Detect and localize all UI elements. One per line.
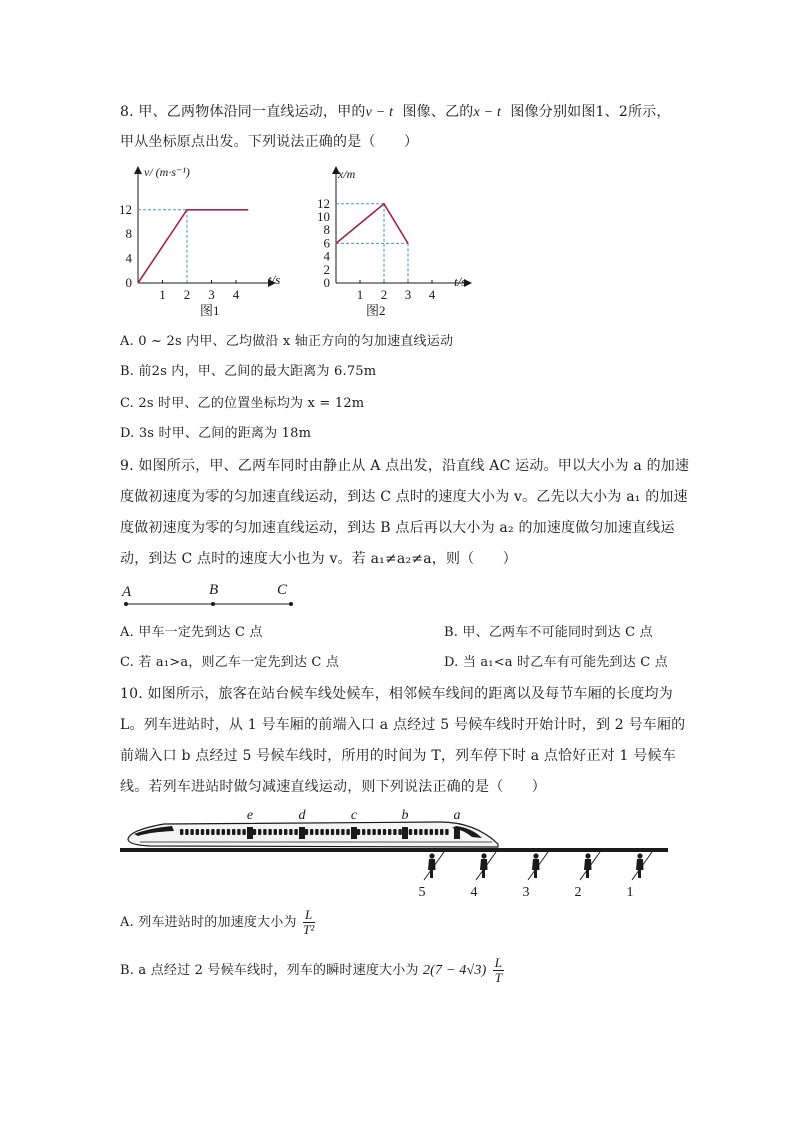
train-window-48 bbox=[430, 829, 433, 835]
train-window-9 bbox=[227, 829, 230, 835]
train-window-3 bbox=[196, 829, 199, 835]
q10-stem-line3: 前端入口 b 点经过 5 号候车线时，所用的时间为 T，列车停下时 a 点恰好正对 1 号候车 bbox=[120, 748, 676, 764]
railway-track bbox=[120, 848, 668, 852]
f1-x-tick-4: 4 bbox=[232, 287, 240, 302]
train-window-39 bbox=[383, 829, 386, 835]
q10-option-b-numerator: L bbox=[494, 955, 503, 970]
door-label-b: b bbox=[401, 808, 409, 823]
door-label-e: e bbox=[246, 808, 254, 823]
q9-stem-line1: 9. 如图所示，甲、乙两车同时由静止从 A 点出发，沿直线 AC 运动。甲以大小为 a 的加速 bbox=[120, 458, 690, 474]
q8-stem-start: 8. 甲、乙两物体沿同一直线运动，甲的 bbox=[120, 104, 366, 120]
train-window-40 bbox=[388, 829, 391, 835]
train-window-50 bbox=[440, 829, 443, 835]
q9-option-c: C. 若 a₁>a，则乙车一定先到达 C 点 bbox=[120, 655, 340, 670]
train-window-49 bbox=[435, 829, 438, 835]
q8-xt-symbol: x − t bbox=[473, 105, 502, 120]
train-window-2 bbox=[190, 829, 193, 835]
train-window-8 bbox=[222, 829, 225, 835]
train-window-42 bbox=[398, 829, 401, 835]
passenger-icon-4 bbox=[480, 853, 488, 878]
train-window-27 bbox=[320, 829, 323, 835]
train-window-51 bbox=[445, 829, 448, 835]
q8-stem-mid: 图像、乙的 bbox=[402, 104, 474, 120]
train-window-28 bbox=[326, 829, 329, 835]
q9-point-c bbox=[289, 602, 293, 606]
train-door-a bbox=[454, 827, 460, 839]
q10-option-a-text: A. 列车进站时的加速度大小为 bbox=[120, 915, 297, 930]
f1-x-tick-3: 3 bbox=[208, 287, 215, 302]
train-window-14 bbox=[253, 829, 256, 835]
q9-point-b bbox=[211, 602, 215, 606]
q9-point-a bbox=[124, 602, 128, 606]
train-door-e bbox=[247, 827, 253, 839]
q8-figure1 bbox=[112, 160, 292, 320]
train-window-31 bbox=[341, 829, 344, 835]
q9-option-d: D. 当 a₁<a 时乙车有可能先到达 C 点 bbox=[444, 655, 668, 670]
f1-y-tick-12: 12 bbox=[119, 201, 132, 217]
f2-x-tick-4: 4 bbox=[428, 287, 436, 302]
passenger-icon-1 bbox=[636, 853, 644, 878]
q10-option-a bbox=[120, 908, 317, 937]
f2-x-tick-1: 1 bbox=[356, 287, 364, 302]
q10-option-a-numerator: L bbox=[303, 908, 315, 923]
train-window-30 bbox=[336, 829, 339, 835]
q9-stem-line3: 度做初速度为零的匀加速直线运动，到达 B 点后再以大小为 a₂ 的加速度做匀加速直线运 bbox=[120, 520, 675, 536]
f2-y-tick-10: 10 bbox=[317, 209, 330, 224]
train-window-21 bbox=[289, 829, 292, 835]
fig1-data-line bbox=[138, 210, 248, 283]
train-window-22 bbox=[294, 829, 297, 835]
waiting-line-label-3: 3 bbox=[522, 885, 530, 900]
q10-stem-line4: 线。若列车进站时做匀减速直线运动，则下列说法正确的是（ ） bbox=[120, 779, 546, 795]
f2-y-tick-6: 6 bbox=[323, 235, 330, 251]
q9-option-b: B. 甲、乙两车不可能同时到达 C 点 bbox=[444, 625, 653, 640]
f2-x-tick-3: 3 bbox=[404, 287, 412, 302]
train-window-20 bbox=[284, 829, 287, 835]
train-window-15 bbox=[258, 829, 261, 835]
train-window-29 bbox=[331, 829, 334, 835]
train-window-19 bbox=[279, 829, 282, 835]
train-window-17 bbox=[268, 829, 271, 835]
q10-option-a-denominator: T² bbox=[303, 922, 315, 937]
f2-x-tick-2: 2 bbox=[380, 287, 388, 302]
train-window-24 bbox=[305, 829, 308, 835]
train-window-26 bbox=[315, 829, 318, 835]
train-window-47 bbox=[424, 829, 427, 835]
q8-vt-symbol: v − t bbox=[365, 105, 394, 120]
q9-label-b: B bbox=[209, 582, 219, 598]
waiting-line-label-5: 5 bbox=[418, 885, 426, 900]
q8-figure2 bbox=[310, 160, 490, 320]
f1-x-tick-2: 2 bbox=[183, 287, 191, 302]
train-window-38 bbox=[378, 829, 381, 835]
train-window-7 bbox=[216, 829, 219, 835]
q9-line-diagram bbox=[116, 578, 306, 612]
door-label-a: a bbox=[453, 808, 461, 823]
train-window-10 bbox=[232, 829, 235, 835]
fig1-y-label: v/ (m·s⁻¹) bbox=[144, 165, 190, 179]
q10-option-b-text: B. a 点经过 2 号候车线时，列车的瞬时速度大小为 bbox=[120, 963, 419, 978]
q10-train-figure bbox=[120, 804, 670, 902]
q8-stem-tail: 图像分别如图1、2所示， bbox=[510, 104, 671, 120]
q9-label-a: A bbox=[122, 584, 132, 600]
fig2-x-label: t/s bbox=[454, 274, 467, 289]
train-window-32 bbox=[346, 829, 349, 835]
waiting-line-label-2: 2 bbox=[574, 885, 582, 900]
f1-y-tick-8: 8 bbox=[125, 226, 132, 242]
door-label-c: c bbox=[350, 808, 358, 823]
train-window-36 bbox=[367, 829, 370, 835]
train-window-37 bbox=[372, 829, 375, 835]
q10-option-b bbox=[120, 956, 506, 985]
q10-option-b-fraction bbox=[493, 956, 504, 985]
train-window-0 bbox=[180, 829, 183, 835]
q10-stem-line1: 10. 如图所示，旅客在站台候车线处候车，相邻候车线间的距离以及每节车厢的长度均为 bbox=[120, 686, 673, 702]
q9-label-c: C bbox=[277, 582, 288, 598]
q9-stem-line2: 度做初速度为零的匀加速直线运动，到达 C 点时的速度大小为 v。乙先以大小为 a₁ 的加速 bbox=[120, 489, 688, 505]
train-window-34 bbox=[357, 829, 360, 835]
train-window-11 bbox=[237, 829, 240, 835]
fig2-caption: 图2 bbox=[366, 303, 386, 318]
passenger-icon-3 bbox=[532, 853, 540, 878]
fig1-caption: 图1 bbox=[200, 303, 220, 318]
train-door-b bbox=[402, 827, 408, 839]
q9-option-a: A. 甲车一定先到达 C 点 bbox=[120, 625, 263, 640]
q8-stem-line1 bbox=[120, 102, 671, 123]
f2-y-tick-0: 0 bbox=[323, 275, 330, 290]
train-window-16 bbox=[263, 829, 266, 835]
q8-stem-line2: 甲从坐标原点出发。下列说法正确的是（ ） bbox=[120, 134, 419, 150]
q10-stem-line2: L。列车进站时，从 1 号车厢的前端入口 a 点经过 5 号候车线时开始计时，到 2 号车厢的 bbox=[120, 717, 686, 733]
fig1-x-label: t/s bbox=[268, 272, 281, 287]
q8-option-b: B. 前2s 内，甲、乙间的最大距离为 6.75m bbox=[120, 364, 377, 379]
train-window-6 bbox=[211, 829, 214, 835]
passenger-icon-5 bbox=[428, 853, 436, 878]
q8-option-a: A. 0 ~ 2s 内甲、乙均做沿 x 轴正方向的匀加速直线运动 bbox=[120, 334, 454, 349]
train-door-c bbox=[351, 827, 357, 839]
q8-option-c: C. 2s 时甲、乙的位置坐标均为 x = 12m bbox=[120, 396, 365, 411]
train-window-46 bbox=[419, 829, 422, 835]
waiting-line-label-1: 1 bbox=[626, 885, 634, 900]
door-label-d: d bbox=[298, 808, 306, 823]
train-window-25 bbox=[310, 829, 313, 835]
train-door-d bbox=[299, 827, 305, 839]
train-window-35 bbox=[362, 829, 365, 835]
train-window-4 bbox=[201, 829, 204, 835]
train-window-18 bbox=[274, 829, 277, 835]
passenger-icon-2 bbox=[584, 853, 592, 878]
q8-option-d: D. 3s 时甲、乙间的距离为 18m bbox=[120, 426, 312, 441]
fig2-data-line bbox=[336, 204, 408, 244]
q9-stem-line4: 动，到达 C 点时的速度大小也为 v。若 a₁≠a₂≠a，则（ ） bbox=[120, 551, 517, 567]
train-window-44 bbox=[409, 829, 412, 835]
f2-y-tick-8: 8 bbox=[323, 222, 330, 238]
waiting-line-label-4: 4 bbox=[470, 885, 478, 900]
train-window-45 bbox=[414, 829, 417, 835]
f1-x-tick-1: 1 bbox=[159, 287, 166, 302]
q10-option-a-fraction bbox=[303, 908, 315, 937]
f1-y-tick-0: 0 bbox=[125, 275, 132, 290]
train-window-5 bbox=[206, 829, 209, 835]
q10-option-b-coefficient: 2(7 − 4√3) bbox=[422, 963, 487, 978]
f1-y-tick-4: 4 bbox=[125, 250, 132, 266]
q10-option-b-denominator: T bbox=[494, 970, 503, 985]
f2-y-tick-12: 12 bbox=[317, 195, 330, 211]
fig2-y-label: x/m bbox=[338, 167, 356, 181]
f2-y-tick-2: 2 bbox=[323, 261, 330, 277]
train-window-1 bbox=[185, 829, 188, 835]
train-window-12 bbox=[242, 829, 245, 835]
train-window-41 bbox=[393, 829, 396, 835]
f2-y-tick-4: 4 bbox=[323, 248, 330, 264]
